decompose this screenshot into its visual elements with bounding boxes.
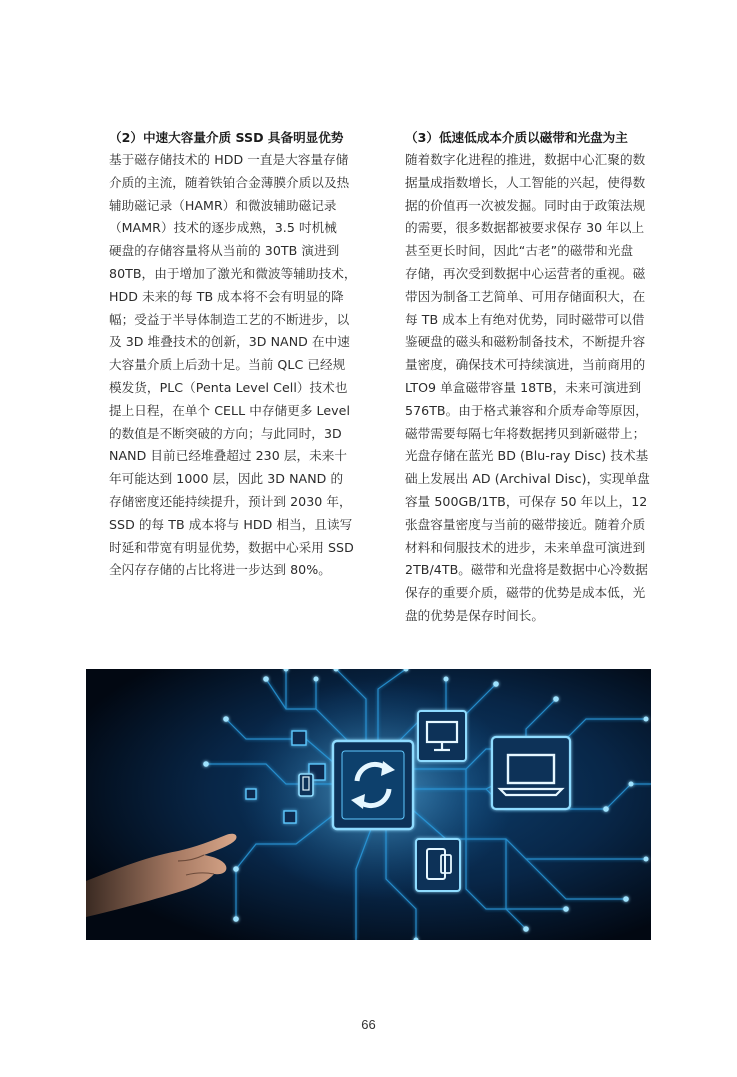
circuit-illustration (86, 669, 651, 940)
right-column (405, 126, 653, 628)
left-body-text (109, 149, 357, 582)
laptop-icon (492, 737, 570, 809)
body-line: HDD 未来的每 TB 成本将不会有明显的降 (109, 288, 344, 304)
body-line: 存储密度还能持续提升，预计到 2030 年， (109, 493, 352, 509)
body-line: 每 TB 成本上有绝对优势，同时磁带可以借 (405, 311, 645, 327)
body-line: 硬盘的存储容量将从当前的 30TB 演进到 (109, 243, 340, 259)
body-line: 提上日程，在单个 CELL 中存储更多 Level (109, 402, 351, 418)
body-line: LTO9 单盒磁带容量 18TB，未来可演进到 (405, 379, 642, 395)
body-line: 的需要，很多数据都被要求保存 30 年以上 (405, 220, 645, 236)
page-number: 66 (361, 1017, 376, 1032)
body-line: 时延和带宽有明显优势，数据中心采用 SSD (109, 539, 354, 555)
section-heading-ssd: （2）中速大容量介质 SSD 具备明显优势 (109, 130, 344, 145)
body-line: 随着数字化进程的推进，数据中心汇聚的数 (405, 152, 646, 167)
body-line: 甚至更长时间，因此“古老”的磁带和光盘 (405, 243, 634, 259)
body-line: 容量 500GB/1TB，可保存 50 年以上，12 (405, 493, 648, 509)
body-line: 础上发展出 AD (Archival Disc)，实现单盘 (405, 471, 650, 487)
body-line: 据的价值再一次被发掘。同时由于政策法规 (405, 197, 646, 213)
body-line: 及 3D 堆叠技术的创新，3D NAND 在中速 (109, 334, 350, 350)
body-line: 辅助磁记录（HAMR）和微波辅助磁记录 (109, 197, 337, 213)
circuit-illustration-svg (86, 669, 651, 940)
body-line: 的数值是不断突破的方向；与此同时，3D (109, 425, 342, 441)
body-line: 2TB/4TB。磁带和光盘将是数据中心冷数据 (405, 562, 648, 578)
body-line: NAND 目前已经堆叠超过 230 层，未来十 (109, 448, 348, 464)
body-line: 材料和伺服技术的进步，未来单盘可演进到 (405, 539, 646, 555)
left-column (109, 126, 357, 582)
body-line: 大容量介质上后劲十足。当前 QLC 已经规 (109, 357, 346, 373)
body-line: 保存的重要介质，磁带的优势是成本低，光 (405, 585, 646, 601)
sync-icon (333, 741, 413, 829)
body-line: （MAMR）技术的逐步成熟，3.5 吋机械 (109, 220, 337, 236)
body-line: 幅；受益于半导体制造工艺的不断进步，以 (109, 311, 350, 327)
body-line: 带因为制备工艺简单、可用存储面积大，在 (405, 288, 646, 304)
body-line: 全闪存存储的占比将进一步达到 80%。 (109, 562, 331, 578)
body-line: 80TB，由于增加了激光和微波等辅助技术， (109, 265, 357, 281)
body-line: 年可能达到 1000 层，因此 3D NAND 的 (109, 471, 344, 487)
body-line: 存储，再次受到数据中心运营者的重视。磁 (405, 265, 646, 281)
body-line: 盘的优势是保存时间长。 (405, 607, 545, 623)
body-line: 模发货，PLC（Penta Level Cell）技术也 (109, 379, 348, 395)
body-line: 介质的主流，随着铁铂合金薄膜介质以及热 (109, 174, 350, 190)
body-line: 张盘容量密度与当前的磁带接近。随着介质 (405, 516, 646, 532)
tablet-icon (416, 839, 460, 891)
body-line: 鉴硬盘的磁头和磁粉制备技术，不断提升容 (405, 334, 646, 350)
phone-icon (299, 774, 313, 796)
body-line: 576TB。由于格式兼容和介质寿命等原因， (405, 402, 648, 418)
body-line: 光盘存储在蓝光 BD (Blu-ray Disc) 技术基 (405, 448, 649, 464)
body-line: 磁带需要每隔七年将数据拷贝到新磁带上； (405, 425, 646, 441)
body-line: 据量成指数增长，人工智能的兴起，使得数 (405, 174, 646, 190)
right-body-text (405, 149, 653, 628)
body-line: 量密度，确保技术可持续演进，当前商用的 (405, 357, 646, 373)
body-line: SSD 的每 TB 成本将与 HDD 相当，且读写 (109, 516, 353, 532)
monitor-icon (418, 711, 466, 761)
section-heading-tape-disc: （3）低速低成本介质以磁带和光盘为主 (405, 130, 628, 145)
body-line: 基于磁存储技术的 HDD 一直是大容量存储 (109, 152, 349, 167)
